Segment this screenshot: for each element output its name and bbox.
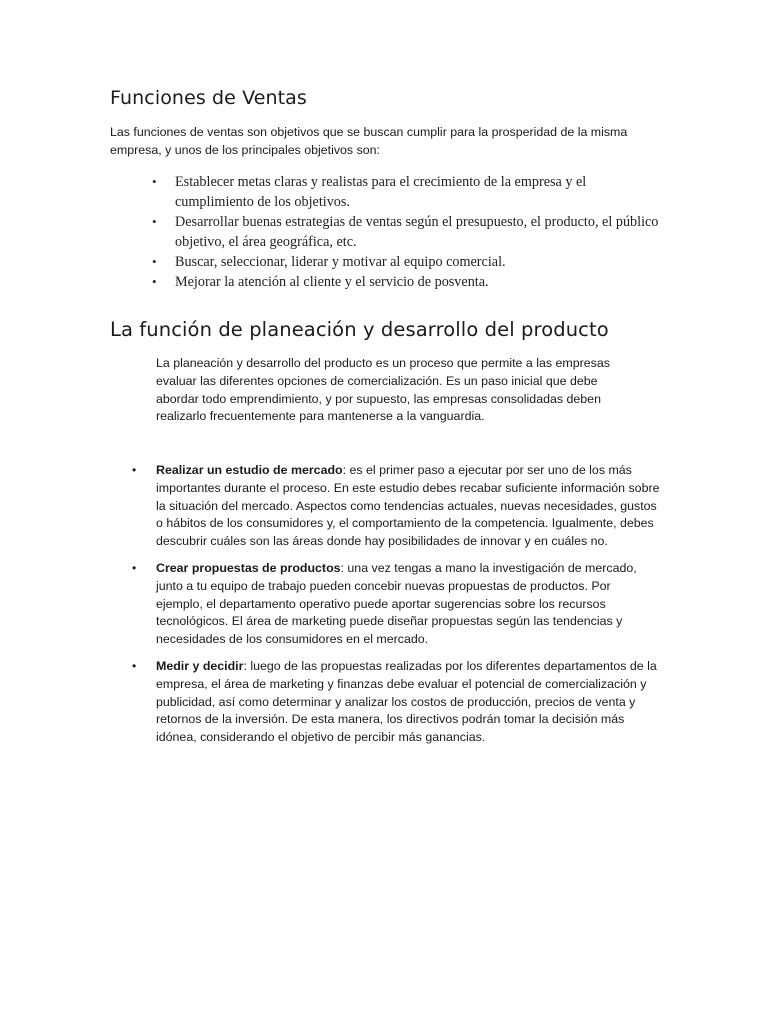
- list-item-text: Establecer metas claras y realistas para el crecimiento de la empresa y el cumplimiento de los objetivos.: [175, 174, 587, 210]
- list-item-text: : una vez tengas a mano la investigación de mercado, junto a tu equipo de trabajo pueden concebir nuevas propuestas de productos. Por ejemplo, el departamento operativo puede aportar sugerencias sobre los recursos tecnológicos. El área de marketing puede diseñar propuestas según las tendencias y necesidades de los consumidores en el mercado.: [156, 560, 637, 647]
- list-item-term: Medir y decidir: [156, 658, 244, 673]
- bullet-icon: •: [152, 274, 157, 289]
- list-item: [150, 252, 660, 272]
- section-title-planeacion-desarrollo: La función de planeación y desarrollo del producto: [110, 318, 609, 341]
- list-item: [150, 172, 660, 212]
- list-item: [150, 272, 660, 292]
- planeacion-paragraph: La planeación y desarrollo del producto es un proceso que permite a las empresas evaluar las diferentes opciones de comercialización. Es un paso inicial que debe abordar todo emprendimiento, y por supuesto, las empresas consolidadas deben realizarlo frecuentemente para mantenerse a la vanguardia.: [156, 356, 610, 424]
- bullet-icon: •: [152, 214, 157, 229]
- list-item: [130, 658, 660, 747]
- list-item-term: Crear propuestas de productos: [156, 560, 341, 575]
- list-item: [150, 212, 660, 252]
- list-item: [130, 560, 660, 649]
- intro-paragraph: Las funciones de ventas son objetivos que se buscan cumplir para la prosperidad de la misma empresa, y unos de los principales objetivos son:: [110, 125, 628, 157]
- bullet-icon: •: [132, 463, 137, 477]
- bullet-icon: •: [152, 174, 157, 189]
- bullet-icon: •: [132, 658, 137, 673]
- bullet-icon: •: [132, 560, 137, 575]
- list-item-text: Buscar, seleccionar, liderar y motivar al equipo comercial.: [175, 254, 506, 270]
- section-title-funciones-de-ventas: Funciones de Ventas: [110, 87, 307, 109]
- list-item-text: Mejorar la atención al cliente y el servicio de posventa.: [175, 274, 489, 290]
- list-item-text: Desarrollar buenas estrategias de ventas según el presupuesto, el producto, el público objetivo, el área geográfica, etc.: [175, 214, 659, 250]
- list-item-text: : es el primer paso a ejecutar por ser uno de los más importantes durante el proceso. En este estudio debes recabar suficiente información sobre la situación del mercado. Aspectos como tendencias actuales, nuevas necesidades, gustos o hábitos de los consumidores y, el comportamiento de la competencia. Igualmente, debes descubrir cuáles son las áreas donde hay posibilidades de innovar y en cuáles no.: [156, 463, 660, 549]
- list-item-term: Realizar un estudio de mercado: [156, 463, 343, 477]
- sales-objectives-list: [150, 172, 660, 292]
- list-item-text: : luego de las propuestas realizadas por los diferentes departamentos de la empresa, el área de marketing y finanzas debe evaluar el potencial de comercialización y publicidad, así como determinar y analizar los costos de producción, precios de venta y retornos de la inversión. De esta manera, los directivos podrán tomar la decisión más idónea, considerando el objetivo de percibir más ganancias.: [156, 658, 657, 745]
- product-steps-list: [130, 462, 660, 756]
- list-item: [130, 462, 660, 551]
- bullet-icon: •: [152, 254, 157, 269]
